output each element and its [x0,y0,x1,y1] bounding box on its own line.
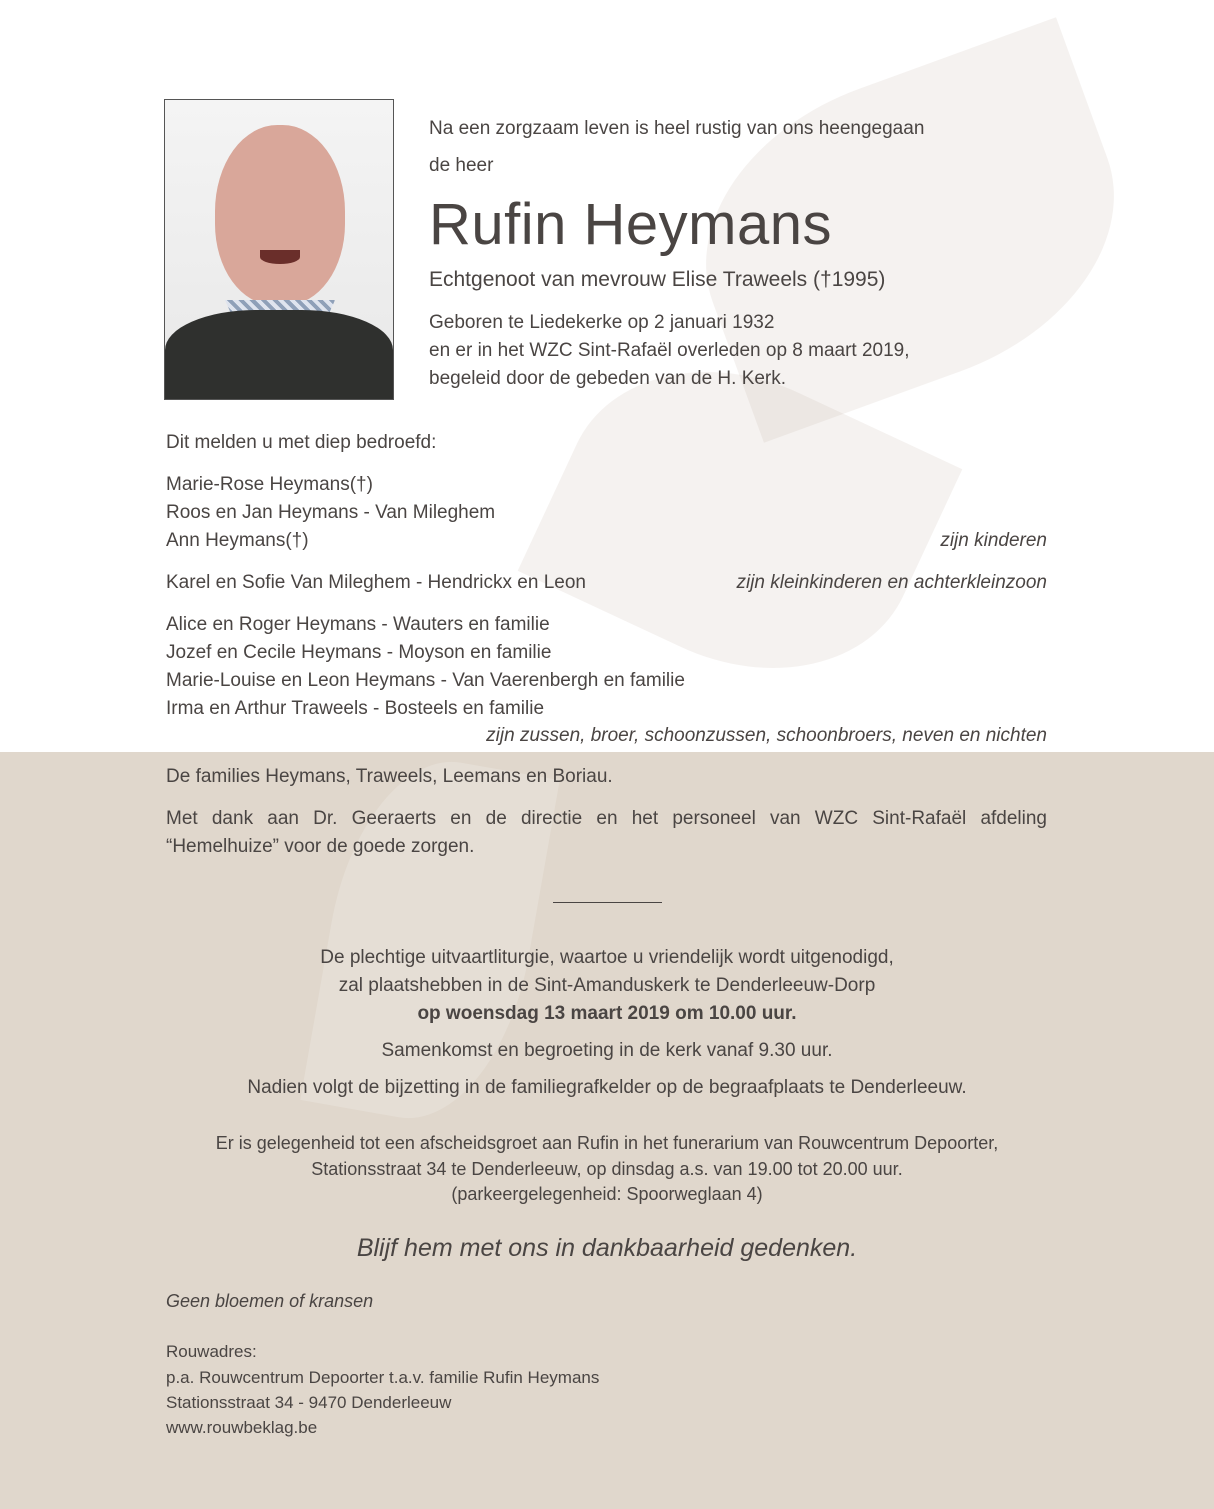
death-line: en er in het WZC Sint-Rafaël overleden op 8 maart 2019, [429,340,910,361]
families-line: De families Heymans, Traweels, Leemans en Boriau. [166,766,613,787]
address-line: Stationsstraat 34 - 9470 Denderleeuw [166,1393,452,1412]
child-name: Ann Heymans(†) [166,530,309,551]
church-line: begeleid door de gebeden van de H. Kerk. [429,368,787,389]
birth-line: Geboren te Liedekerke op 2 januari 1932 [429,312,775,333]
farewell-line: Stationsstraat 34 te Denderleeuw, op dinsdag a.s. van 19.00 tot 20.00 uur. [311,1159,903,1179]
farewell-line: (parkeergelegenheid: Spoorweglaan 4) [451,1184,763,1204]
grandchildren-names: Karel en Sofie Van Mileghem - Hendrickx en Leon [166,572,586,593]
spouse-line: Echtgenoot van mevrouw Elise Traweels (†1995) [429,268,886,291]
thanks-line: Met dank aan Dr. Geeraerts en de directie en het personeel van WZC Sint-Rafaël afdeling [166,808,1047,829]
sibling-name: Marie-Louise en Leon Heymans - Van Vaerenbergh en familie [166,670,685,691]
no-flowers-note: Geen bloemen of kransen [166,1291,374,1311]
siblings-label: zijn zussen, broer, schoonzussen, schoonbroers, neven en nichten [486,725,1047,746]
gathering-line: Samenkomst en begroeting in de kerk vanaf 9.30 uur. [381,1040,833,1061]
address-line: p.a. Rouwcentrum Depoorter t.a.v. familie Rufin Heymans [166,1368,600,1387]
burial-line: Nadien volgt de bijzetting in de familiegrafkelder op de begraafplaats te Denderleeuw. [247,1077,967,1098]
farewell-line: Er is gelegenheid tot een afscheidsgroet aan Rufin in het funerarium van Rouwcentrum Depoorter, [215,1133,999,1153]
intro-line: Na een zorgzaam leven is heel rustig van ons heengegaan [429,118,925,139]
address-label: Rouwadres: [166,1342,257,1361]
sibling-name: Jozef en Cecile Heymans - Moyson en familie [166,642,552,663]
children-label: zijn kinderen [940,530,1047,551]
divider [553,902,662,903]
funeral-line: De plechtige uitvaartliturgie, waartoe u vriendelijk wordt uitgenodigd, [320,947,894,968]
sibling-name: Alice en Roger Heymans - Wauters en familie [166,614,550,635]
deceased-name: Rufin Heymans [429,192,832,257]
remember-line: Blijf hem met ons in dankbaarheid gedenken. [356,1234,858,1262]
grandchildren-label: zijn kleinkinderen en achterkleinzoon [736,572,1047,593]
funeral-date: op woensdag 13 maart 2019 om 10.00 uur. [417,1003,797,1024]
child-name: Roos en Jan Heymans - Van Mileghem [166,502,496,523]
announce-line: Dit melden u met diep bedroefd: [166,432,437,453]
thanks-line: “Hemelhuize” voor de goede zorgen. [166,836,475,857]
portrait-photo [164,99,394,400]
website-link[interactable]: www.rouwbeklag.be [166,1418,318,1437]
intro-title: de heer [429,155,494,176]
sibling-name: Irma en Arthur Traweels - Bosteels en familie [166,698,545,719]
funeral-line: zal plaatshebben in de Sint-Amanduskerk te Denderleeuw-Dorp [338,975,876,996]
child-name: Marie-Rose Heymans(†) [166,474,373,495]
